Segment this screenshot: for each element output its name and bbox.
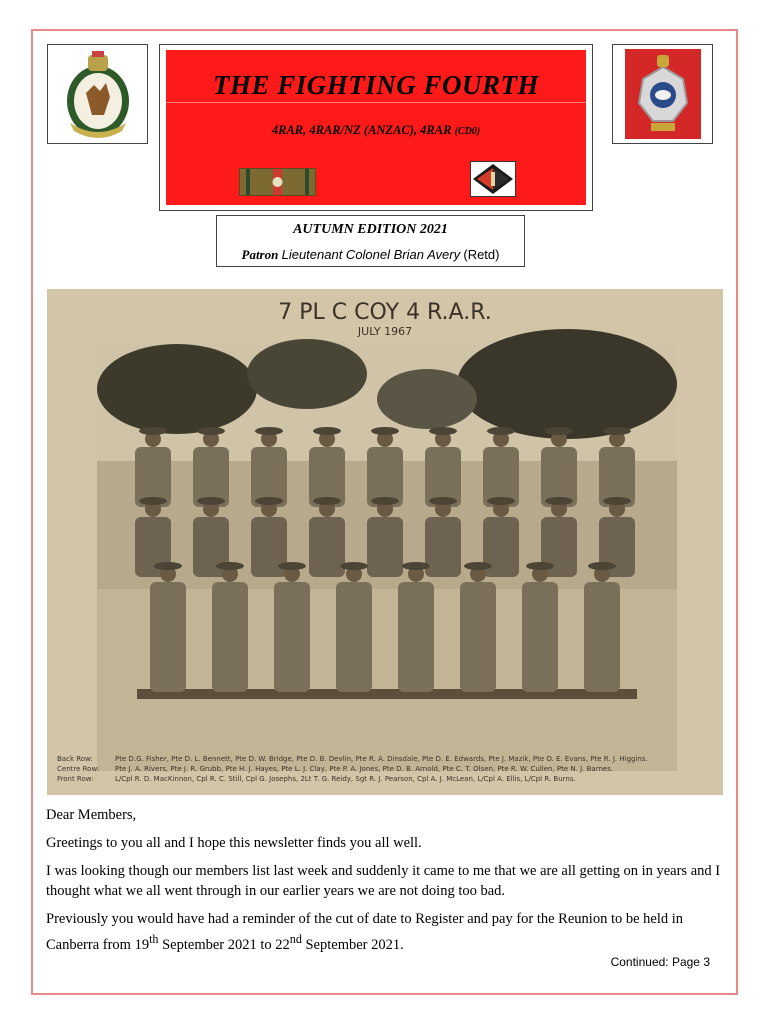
masthead-banner [166,50,586,205]
photo-title: 7 PL C COY 4 R.A.R. [278,300,492,325]
letter-paragraph [46,909,726,955]
letter-paragraph: Greetings to you all and I hope this newsletter finds you all well. [46,835,422,851]
badge-emblem-icon [613,45,712,143]
regiment-crest-left [47,44,148,144]
platoon-photo-image [47,289,723,795]
para3-part-b: September 2021 to 22 [158,936,290,953]
subtitle-suffix: (CD0) [454,126,481,137]
caption-row-names: Pte J. A. Rivers, Pte J. R. Grubb, Pte H. J. Hayes, Pte L. J. Clay, Pte P. A. Jones, Pte D. B. Arnold, Pte C. T. Olsen, Pte R. W. Cullen, Pte N. J. Barnes. [115,765,614,773]
patron-line [217,247,524,263]
caption-row [57,754,717,764]
letter-body [46,805,726,963]
unit-patch-icon [470,161,516,197]
photo-caption [57,754,717,784]
continued-link[interactable]: Continued: Page 3 [610,955,710,969]
caption-row-label: Front Row: [57,775,94,783]
newsletter-subtitle [166,123,586,138]
caption-row-label: Centre Row: [57,765,100,773]
edition-title: AUTUMN EDITION 2021 [293,222,448,237]
patron-label: Patron [241,247,279,262]
caption-row-label: Back Row: [57,755,93,763]
para3-sup-1: th [149,932,159,946]
caption-row [57,764,717,774]
crest-emblem-icon [48,45,147,143]
letter-paragraph: I was looking though our members list last week and suddenly it came to me that we are all getting on in years and I thought what we all went through in our earlier years we are not doing too bad. [46,863,721,899]
letter-salutation: Dear Members, [46,807,137,823]
caption-row [57,774,717,784]
para3-part-a: Previously you would have had a reminder of the cut of date to Register and pay for the Reunion to be held in Canberra from 19 [46,911,684,953]
newsletter-title: THE FIGHTING FOURTH [212,70,540,100]
subtitle-units: 4RAR, 4RAR/NZ (ANZAC), 4RAR [271,123,452,137]
patron-name: Lieutenant Colonel Brian Avery [281,247,461,262]
para3-sup-2: nd [289,932,302,946]
caption-row-names: Pte D.G. Fisher, Pte D. L. Bennett, Pte D. W. Bridge, Pte D. B. Devlin, Pte R. A. Dinsdale, Pte D. E. Edwards, Pte J. Mazik, Pte O. E. Evans, Pte R. J. Higgins. [115,755,648,763]
photo-date: JULY 1967 [357,325,413,338]
caption-row-names: L/Cpl R. D. MacKinnon, Cpl R. C. Still, Cpl G. Josephs, 2Lt T. G. Reidy, Sgt R. J. Pearson, Cpl A. J. McLean, L/Cpl A. Ellis, L/Cpl R. Burns. [115,775,576,783]
para3-part-c: September 2021. [301,936,404,953]
regiment-crest-right [612,44,713,144]
patron-suffix: (Retd) [463,247,500,262]
edition-box [216,215,525,267]
platoon-photograph [47,289,723,795]
banner-divider [166,102,586,103]
service-ribbon-icon [239,168,316,196]
